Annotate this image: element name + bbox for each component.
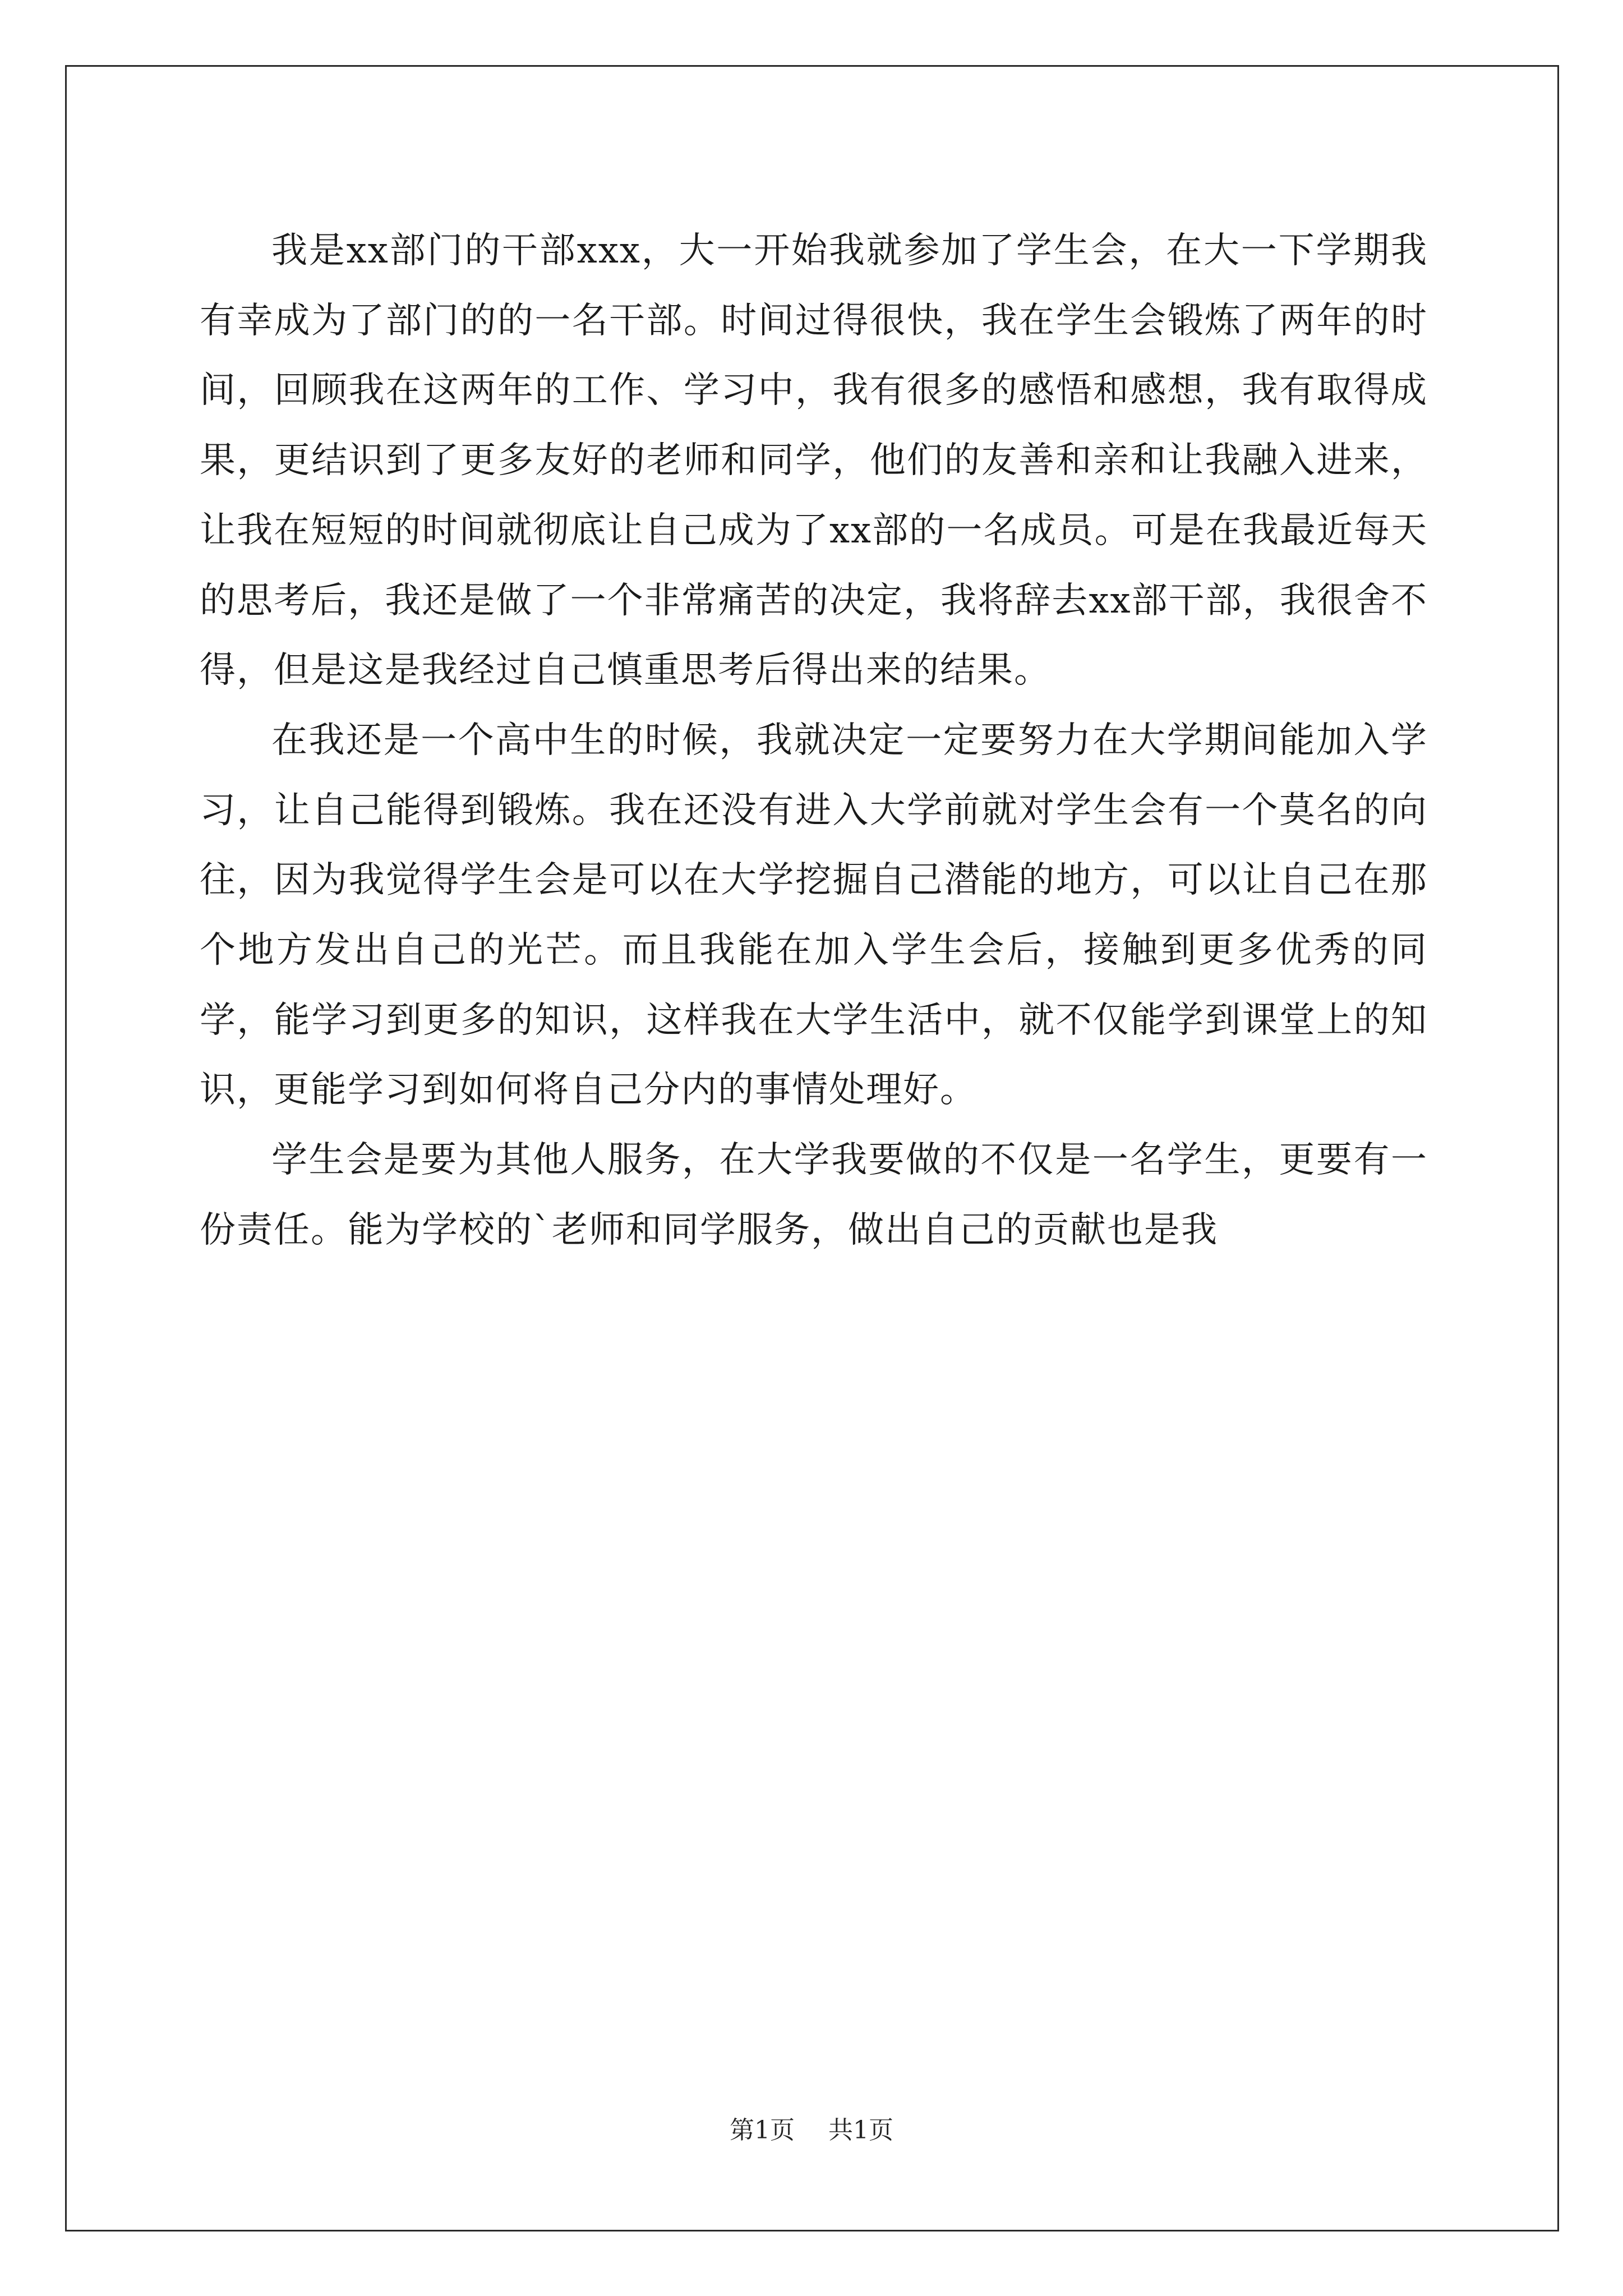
document-body: [200, 216, 1428, 1266]
page-number: 第1页: [730, 2116, 795, 2145]
page-footer: [0, 2115, 1623, 2146]
paragraph-1: 我是xx部门的干部xxx，大一开始我就参加了学生会，在大一下学期我有幸成为了部门的的一名干部。时间过得很快，我在学生会锻炼了两年的时间，回顾我在这两年的工作、学习中，我有很多的感悟和感想，我有取得成果，更结识到了更多友好的老师和同学，他们的友善和亲和让我融入进来，让我在短短的时间就彻底让自己成为了xx部的一名成员。可是在我最近每天的思考后，我还是做了一个非常痛苦的决定，我将辞去xx部干部，我很舍不得，但是这是我经过自己慎重思考后得出来的结果。: [200, 230, 1428, 692]
paragraph-2: 在我还是一个高中生的时候，我就决定一定要努力在大学期间能加入学习，让自己能得到锻炼。我在还没有进入大学前就对学生会有一个莫名的向往，因为我觉得学生会是可以在大学挖掘自己潜能的地方，可以让自己在那个地方发出自己的光芒。而且我能在加入学生会后，接触到更多优秀的同学，能学习到更多的知识，这样我在大学生活中，就不仅能学到课堂上的知识，更能学习到如何将自己分内的事情处理好。: [200, 719, 1428, 1111]
page-total: 共1页: [828, 2116, 893, 2145]
paragraph-3: 学生会是要为其他人服务，在大学我要做的不仅是一名学生，更要有一份责任。能为学校的`老师和同学服务，做出自己的贡献也是我: [200, 1139, 1428, 1251]
